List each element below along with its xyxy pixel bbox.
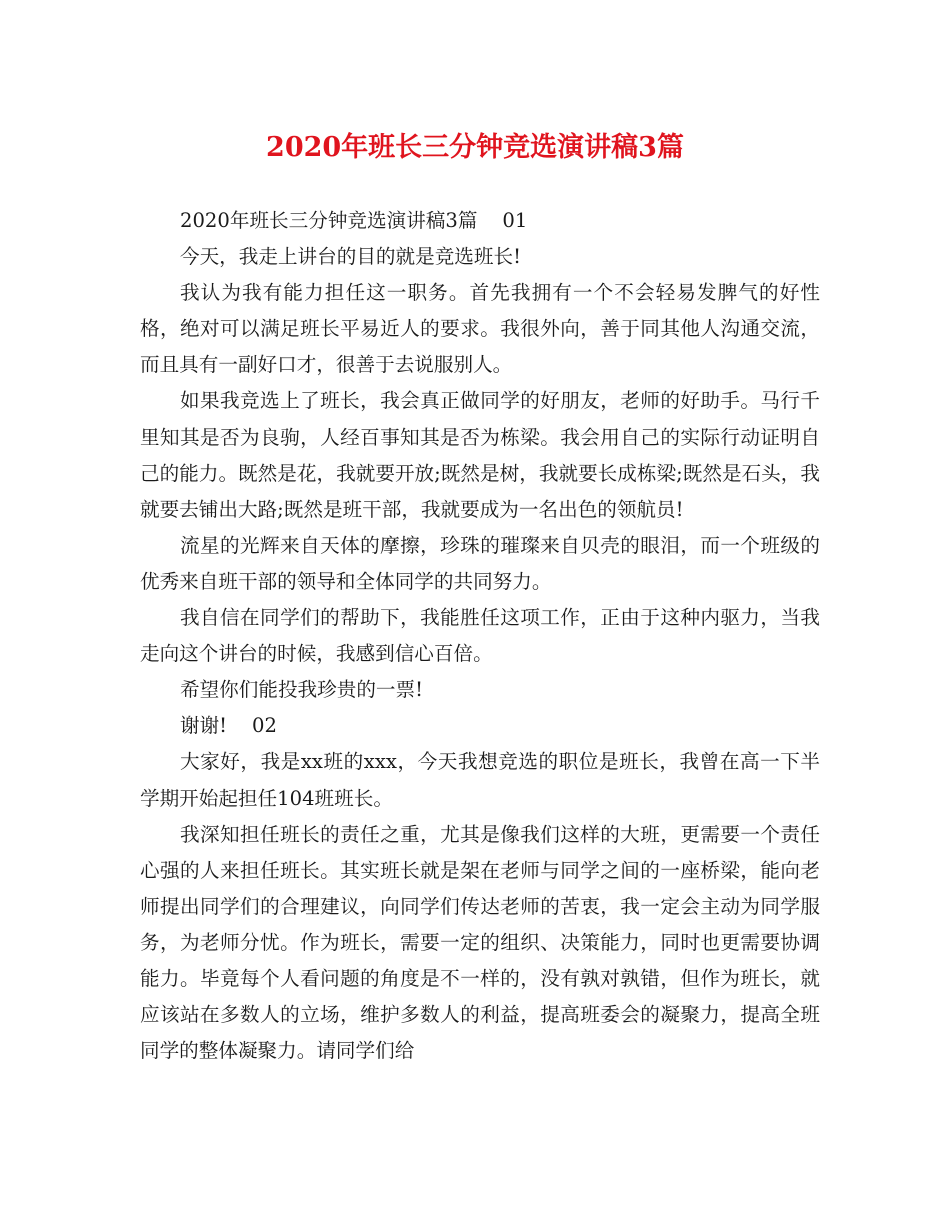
paragraph: 如果我竞选上了班长，我会真正做同学的好朋友，老师的好助手。马行千里知其是否为良驹，人经百事知其是否为栋梁。我会用自己的实际行动证明自己的能力。既然是花，我就要开放;既然是树，我就要长成栋梁;既然是石头，我就要去铺出大路;既然是班干部，我就要成为一名出色的领航员!: [140, 389, 820, 521]
document-title: 2020年班长三分钟竞选演讲稿3篇: [266, 132, 684, 163]
heading-line-01: 2020年班长三分钟竞选演讲稿3篇 01: [180, 209, 528, 232]
paragraph: 我自信在同学们的帮助下，我能胜任这项工作，正由于这种内驱力，当我走向这个讲台的时候，我感到信心百倍。: [140, 606, 820, 666]
paragraph: 我深知担任班长的责任之重，尤其是像我们这样的大班，更需要一个责任心强的人来担任班长。其实班长就是架在老师与同学之间的一座桥梁，能向老师提出同学们的合理建议，向同学们传达老师的苦衷，我一定会主动为同学服务，为老师分忧。作为班长，需要一定的组织、决策能力，同时也更需要协调能力。毕竟每个人看问题的角度是不一样的，没有孰对孰错，但作为班长，就应该站在多数人的立场，维护多数人的利益，提高班委会的凝聚力，提高全班同学的整体凝聚力。请同学们给: [140, 822, 820, 1063]
paragraph: 我认为我有能力担任这一职务。首先我拥有一个不会轻易发脾气的好性格，绝对可以满足班长平易近人的要求。我很外向，善于同其他人沟通交流，而且具有一副好口才，很善于去说服别人。: [140, 281, 820, 377]
paragraph: 流星的光辉来自天体的摩擦，珍珠的璀璨来自贝壳的眼泪，而一个班级的优秀来自班干部的领导和全体同学的共同努力。: [140, 533, 820, 593]
document-body: [140, 203, 820, 1069]
heading-line-02: 谢谢! 02: [180, 714, 277, 738]
paragraph: 今天，我走上讲台的目的就是竞选班长!: [180, 245, 521, 269]
paragraph: 希望你们能投我珍贵的一票!: [180, 678, 423, 702]
paragraph: 大家好，我是xx班的xxx，今天我想竞选的职位是班长，我曾在高一下半学期开始起担任104班班长。: [140, 750, 820, 810]
